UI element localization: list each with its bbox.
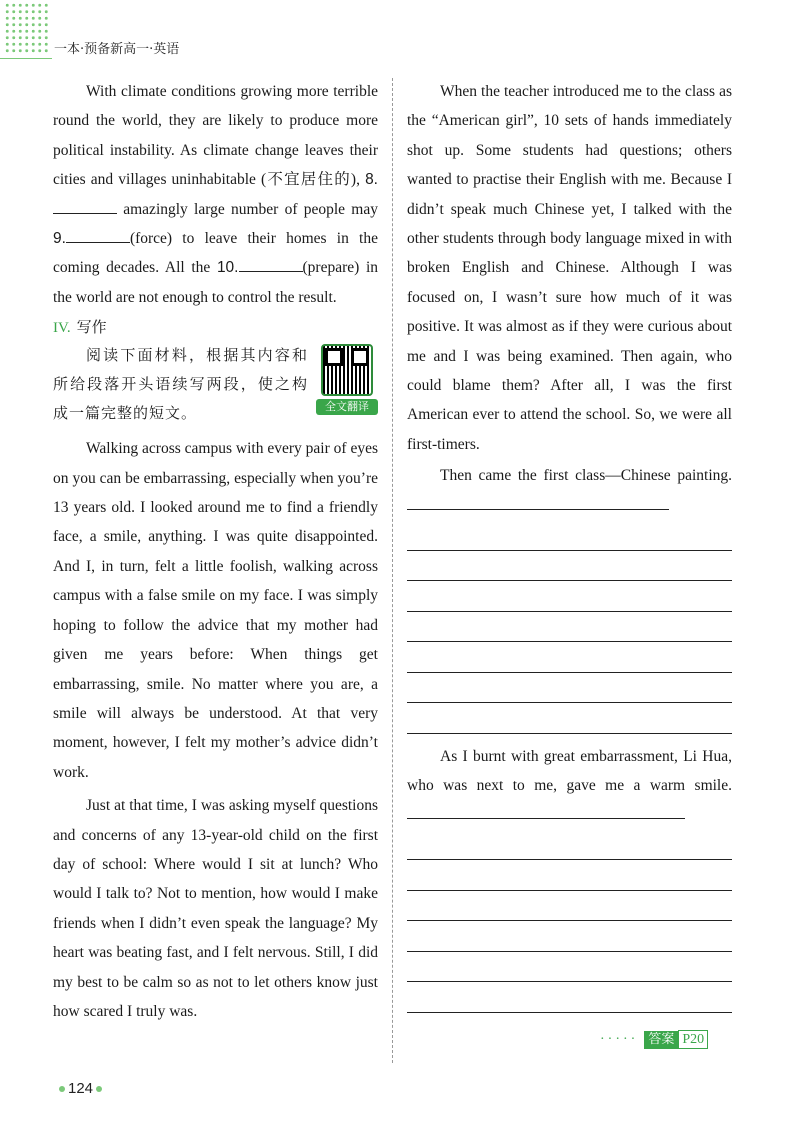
header-rule xyxy=(0,58,52,59)
section-title: 写作 xyxy=(76,318,107,337)
passage-paragraph-1: Walking across campus with every pair of eyes on you can be embarrassing, especially when you’re 13 years old. I looked around me to find a friendly face, a smile, anything. I was quite disappointed. And I, in turn, felt a little foolish, walking across campus with a false smile on my face. I was simply hoping to follow the advice that my mother had given me years before: When things get embarrassing, smile. No matter where you are, a smile will always be understood. At that very moment, however, I felt my mother’s advice didn’t work. xyxy=(53,440,378,781)
writing-line[interactable] xyxy=(407,642,732,673)
writing-line[interactable] xyxy=(407,493,669,510)
continuation-prompt-1 xyxy=(407,461,732,520)
dot-icon xyxy=(59,1086,65,1092)
question-10-number: 10. xyxy=(216,259,239,277)
prompt-1-text: Then came the first class—Chinese painting. xyxy=(440,467,732,485)
writing-line[interactable] xyxy=(407,673,732,704)
answer-page: P20 xyxy=(678,1030,708,1049)
writing-line[interactable] xyxy=(407,982,732,1013)
prompt-2-text: As I burnt with great embarrassment, Li Hua, who was next to me, gave me a warm smile. xyxy=(407,747,732,794)
page-number: 124 xyxy=(68,1080,94,1097)
cloze-paragraph xyxy=(53,77,378,312)
page-number-block xyxy=(56,1080,105,1097)
qr-code-label[interactable]: 全文翻译 xyxy=(316,399,378,415)
qr-code-block[interactable] xyxy=(316,344,378,415)
answer-blank-9[interactable] xyxy=(66,226,130,243)
writing-line[interactable] xyxy=(407,921,732,952)
writing-instructions: 阅读下面材料，根据其内容和所给段落开头语续写两段，使之构成一篇完整的短文。 xyxy=(53,346,308,423)
writing-line[interactable] xyxy=(407,612,732,643)
writing-line[interactable] xyxy=(407,551,732,582)
passage-paragraph-2: Just at that time, I was asking myself questions and concerns of any 13-year-old child on the first day of school: Where would I sit at lunch? Who would I talk to? Not to mention, how would I make friends when I didn’t even speak the language? My heart was beating fast, and I felt nervous. Still, I did my best to be calm so as not to let others know just how scared I truly was. xyxy=(53,797,378,1020)
writing-line[interactable] xyxy=(407,952,732,983)
cloze-text-1: With climate conditions growing more terrible round the world, they are likely to produce more political instability. As climate change leaves their cities and villages uninhabitable (不宜居住的), xyxy=(53,83,378,189)
writing-line[interactable] xyxy=(407,891,732,922)
continuation-prompt-2 xyxy=(407,742,732,830)
cloze-text-3: (force) to leave their homes in the coming decades. All the xyxy=(53,230,378,277)
dot-icon xyxy=(96,1086,102,1092)
answer-label: 答案 xyxy=(644,1031,678,1049)
passage-paragraph-3: When the teacher introduced me to the class as the “American girl”, 10 sets of hands immediately shot up. Some students had questions; others wanted to practise their English with me. Because I didn’t speak much Chinese yet, I talked with the other students through body language mixed in with broken English and Chinese. Although I was focused on, I wasn’t sure how much of it was positive. It was almost as if they were curious about me and I was being examined. Then again, who could blame them? After all, I was the first American ever to attend the school. So, we were all first-timers. xyxy=(407,83,732,453)
cloze-text-2: amazingly large number of people may xyxy=(117,200,378,218)
answer-blank-8[interactable] xyxy=(53,197,117,214)
running-title: 一本·预备新高一·英语 xyxy=(54,42,180,57)
question-8-number: 8. xyxy=(365,171,378,189)
section-numeral: IV. xyxy=(53,320,71,337)
writing-line[interactable] xyxy=(407,520,732,551)
right-column xyxy=(407,77,732,1013)
writing-line[interactable] xyxy=(407,581,732,612)
writing-line[interactable] xyxy=(407,802,685,819)
writing-line[interactable] xyxy=(407,830,732,861)
writing-area-1[interactable] xyxy=(407,520,732,734)
answer-blank-10[interactable] xyxy=(239,255,303,272)
writing-line[interactable] xyxy=(407,860,732,891)
answer-reference[interactable] xyxy=(600,1030,708,1049)
section-heading xyxy=(53,314,378,341)
qr-code-icon[interactable] xyxy=(321,344,373,396)
left-column xyxy=(53,77,378,1026)
writing-area-2[interactable] xyxy=(407,830,732,1013)
column-divider xyxy=(392,78,393,1063)
question-9-number: 9. xyxy=(53,230,66,248)
writing-line[interactable] xyxy=(407,703,732,734)
decorative-dot-grid xyxy=(4,2,48,54)
dotted-leader: ····· xyxy=(600,1031,639,1047)
cloze-text-4: (prepare) in the world are not enough to control the result. xyxy=(53,259,378,306)
